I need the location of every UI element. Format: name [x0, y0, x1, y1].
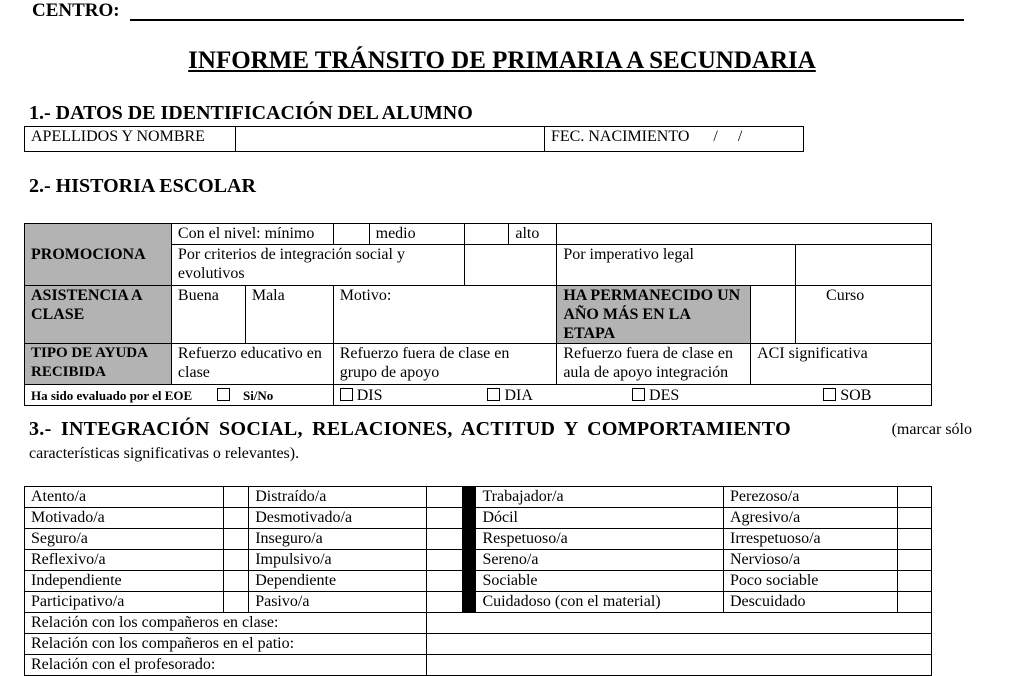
trait-label: Independiente [25, 571, 224, 592]
tipo-ayuda-label: TIPO DE AYUDA RECIBIDA [25, 344, 172, 385]
trait-divider [463, 487, 476, 508]
permanecido-label: HA PERMANECIDO UN AÑO MÁS EN LA ETAPA [557, 286, 751, 344]
trait-checkbox[interactable] [898, 508, 932, 529]
trait-row [25, 487, 932, 508]
nivel-alto-box[interactable] [557, 224, 932, 245]
trait-label: Reflexivo/a [25, 550, 224, 571]
trait-divider [463, 592, 476, 613]
identification-table [24, 126, 804, 152]
trait-checkbox[interactable] [898, 592, 932, 613]
eoe-options [333, 385, 931, 406]
trait-row [25, 571, 932, 592]
page-title: INFORME TRÁNSITO DE PRIMARIA A SECUNDARIA [188, 47, 816, 74]
criterios-box[interactable] [465, 245, 557, 286]
relation-row [25, 634, 932, 655]
trait-row [25, 508, 932, 529]
section3-heading [29, 418, 791, 441]
section1-heading: 1.- DATOS DE IDENTIFICACIÓN DEL ALUMNO [29, 102, 473, 124]
asistencia-label: ASISTENCIA A CLASE [25, 286, 172, 344]
trait-checkbox[interactable] [426, 508, 463, 529]
dis-checkbox[interactable] [340, 388, 353, 401]
evaluado-label: Ha sido evaluado por el EOE [31, 387, 193, 403]
trait-row [25, 550, 932, 571]
refuerzo-fuera-aula[interactable]: Refuerzo fuera de clase en aula de apoyo integración [557, 344, 751, 385]
trait-label: Pasivo/a [249, 592, 427, 613]
trait-label: Perezoso/a [723, 487, 898, 508]
trait-label: Sociable [476, 571, 724, 592]
trait-label: Sereno/a [476, 550, 724, 571]
trait-checkbox[interactable] [223, 487, 248, 508]
trait-divider [463, 529, 476, 550]
trait-checkbox[interactable] [898, 571, 932, 592]
sino-label: Si/No [242, 387, 274, 403]
relation-label: Relación con el profesorado: [25, 655, 427, 676]
trait-checkbox[interactable] [898, 550, 932, 571]
refuerzo-educativo[interactable]: Refuerzo educativo en clase [171, 344, 333, 385]
relation-row [25, 655, 932, 676]
trait-label: Respetuoso/a [476, 529, 724, 550]
trait-checkbox[interactable] [898, 487, 932, 508]
trait-checkbox[interactable] [223, 529, 248, 550]
trait-row [25, 592, 932, 613]
trait-checkbox[interactable] [223, 592, 248, 613]
des-label: DES [649, 386, 680, 404]
sob-label: SOB [840, 386, 872, 404]
trait-label: Desmotivado/a [249, 508, 427, 529]
trait-checkbox[interactable] [426, 487, 463, 508]
relation-field[interactable] [426, 634, 931, 655]
centro-label: CENTRO: [32, 0, 120, 21]
aci-significativa[interactable]: ACI significativa [751, 344, 932, 385]
section2-heading: 2.- HISTORIA ESCOLAR [29, 175, 256, 197]
nivel-medio-label: medio [369, 224, 465, 245]
trait-label: Trabajador/a [476, 487, 724, 508]
name-label: APELLIDOS Y NOMBRE [25, 127, 236, 152]
permanecido-box[interactable] [751, 286, 796, 344]
trait-divider [463, 550, 476, 571]
nivel-alto-label: alto [509, 224, 557, 245]
trait-label: Atento/a [25, 487, 224, 508]
imperativo-label: Por imperativo legal [557, 245, 796, 286]
section3-heading-text: 3.- INTEGRACIÓN SOCIAL, RELACIONES, ACTITUD Y COMPORTAMIENTO [29, 418, 791, 440]
trait-label: Dócil [476, 508, 724, 529]
trait-checkbox[interactable] [426, 550, 463, 571]
nivel-minimo-label: Con el nivel: mínimo [171, 224, 333, 245]
dis-label: DIS [356, 386, 383, 404]
trait-divider [463, 571, 476, 592]
trait-label: Motivado/a [25, 508, 224, 529]
relation-field[interactable] [426, 613, 931, 634]
traits-table [24, 486, 932, 676]
relation-label: Relación con los compañeros en el patio: [25, 634, 427, 655]
trait-checkbox[interactable] [223, 571, 248, 592]
motivo-field[interactable]: Motivo: [333, 286, 557, 344]
trait-checkbox[interactable] [426, 571, 463, 592]
relation-field[interactable] [426, 655, 931, 676]
asistencia-mala[interactable]: Mala [245, 286, 333, 344]
historia-escolar-table [24, 223, 932, 406]
asistencia-buena[interactable]: Buena [171, 286, 245, 344]
birth-date-field[interactable]: FEC. NACIMIENTO / / [545, 127, 804, 152]
trait-label: Dependiente [249, 571, 427, 592]
relation-row [25, 613, 932, 634]
section3-note-line2: características significativas o relevantes). [29, 445, 300, 462]
sob-checkbox[interactable] [823, 388, 836, 401]
trait-checkbox[interactable] [898, 529, 932, 550]
dia-label: DIA [504, 386, 533, 404]
trait-row [25, 529, 932, 550]
trait-label: Poco sociable [723, 571, 898, 592]
trait-divider [463, 508, 476, 529]
trait-checkbox[interactable] [426, 592, 463, 613]
evaluado-checkbox[interactable] [217, 388, 230, 401]
trait-checkbox[interactable] [426, 529, 463, 550]
trait-label: Nervioso/a [723, 550, 898, 571]
nivel-minimo-box[interactable] [333, 224, 369, 245]
name-field[interactable] [236, 127, 545, 152]
trait-label: Seguro/a [25, 529, 224, 550]
evaluado-eoe-row [25, 385, 334, 406]
trait-label: Distraído/a [249, 487, 427, 508]
relation-label: Relación con los compañeros en clase: [25, 613, 427, 634]
trait-label: Inseguro/a [249, 529, 427, 550]
imperativo-box[interactable] [796, 245, 932, 286]
promociona-label: PROMOCIONA [25, 224, 172, 286]
trait-checkbox[interactable] [223, 508, 248, 529]
des-checkbox[interactable] [632, 388, 645, 401]
trait-label: Descuidado [723, 592, 898, 613]
trait-label: Agresivo/a [723, 508, 898, 529]
refuerzo-fuera-grupo[interactable]: Refuerzo fuera de clase en grupo de apoyo [333, 344, 557, 385]
trait-label: Cuidadoso (con el material) [476, 592, 724, 613]
centro-line [130, 19, 964, 21]
dia-checkbox[interactable] [487, 388, 500, 401]
trait-label: Irrespetuoso/a [723, 529, 898, 550]
curso-field[interactable]: Curso [796, 286, 932, 344]
trait-label: Participativo/a [25, 592, 224, 613]
criterios-label: Por criterios de integración social y evolutivos [171, 245, 465, 286]
section3-note-inline: (marcar sólo [891, 421, 972, 438]
trait-checkbox[interactable] [223, 550, 248, 571]
trait-label: Impulsivo/a [249, 550, 427, 571]
nivel-medio-box[interactable] [465, 224, 509, 245]
